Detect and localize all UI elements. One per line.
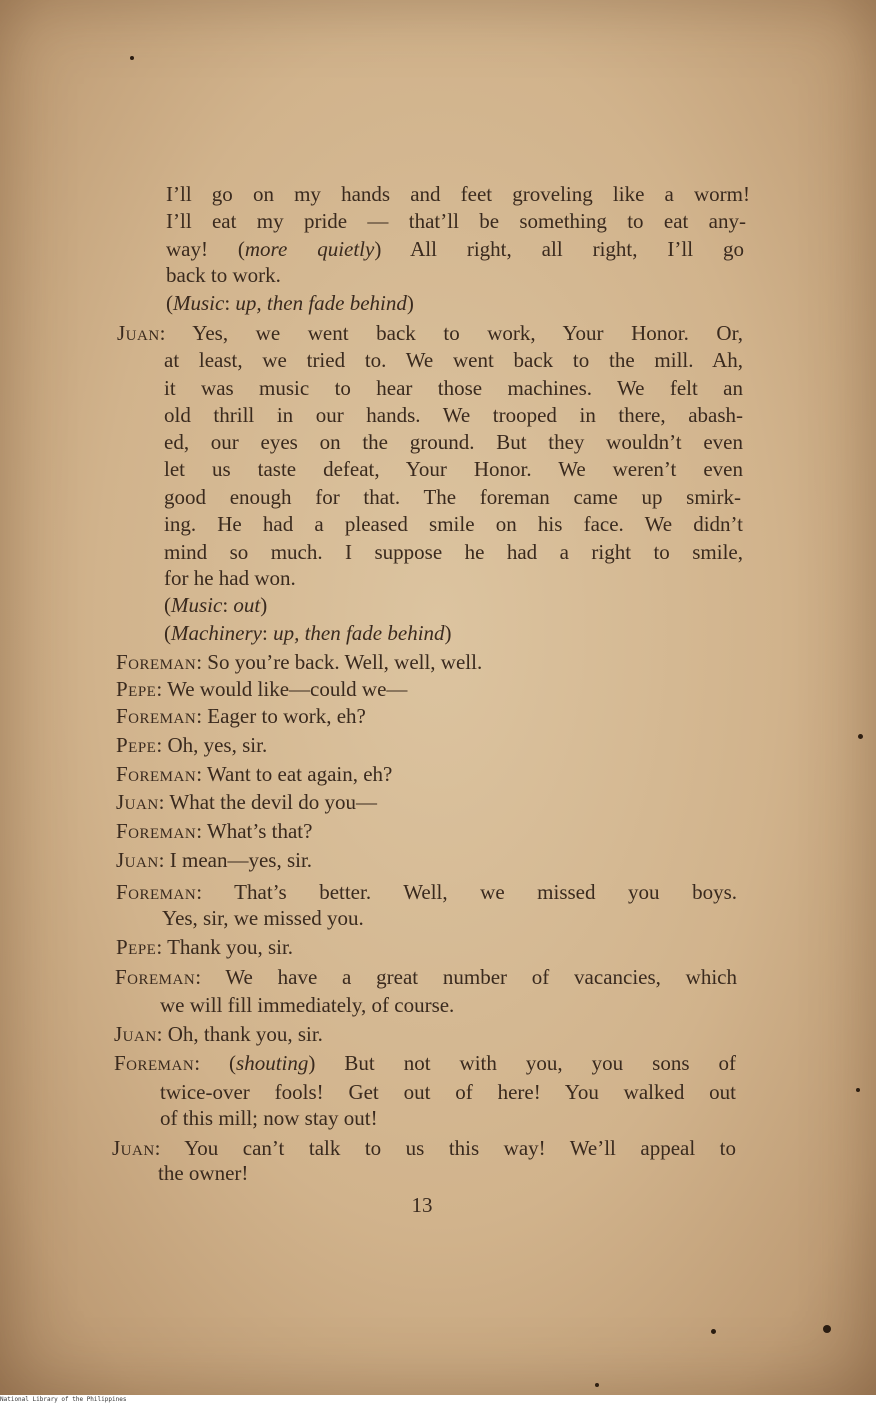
text-run: : Yes, we went back to work, Your Honor. Or,: [159, 321, 743, 345]
text-run: way! (: [166, 237, 245, 261]
text-run: I’ll eat my pride — that’ll be something to eat any-: [166, 209, 746, 233]
speaker-name: Foreman: [116, 880, 197, 904]
text-line: [164, 402, 743, 428]
dialogue-line: [116, 934, 293, 960]
italic-text: out: [233, 593, 261, 617]
text-run: the owner!: [158, 1161, 249, 1185]
text-line: [166, 208, 746, 234]
text-line: [166, 262, 281, 288]
text-line: [160, 1079, 736, 1105]
speaker-name: Pepe: [116, 733, 157, 757]
dialogue-line: [117, 320, 743, 346]
ink-speck: [823, 1325, 831, 1333]
text-run: we will fill immediately, of course.: [160, 993, 455, 1017]
text-line: [166, 181, 750, 207]
dialogue-line: [116, 703, 366, 729]
text-run: ) But not with you, you sons of: [308, 1051, 736, 1075]
speaker-name: Foreman: [116, 650, 197, 674]
text-run: old thrill in our hands. We trooped in there, abash-: [164, 403, 743, 427]
speaker-name: Foreman: [115, 965, 196, 989]
text-line: [158, 1160, 248, 1186]
text-run: (: [166, 291, 173, 315]
ink-speck: [130, 56, 134, 60]
text-run: :: [224, 291, 236, 315]
dialogue-line: [114, 1021, 323, 1047]
text-run: ): [406, 291, 414, 315]
text-line: [166, 236, 744, 262]
speaker-name: Foreman: [116, 704, 197, 728]
text-run: let us taste defeat, Your Honor. We weren’t even: [164, 457, 743, 481]
speaker-name: Pepe: [116, 677, 157, 701]
text-run: ing. He had a pleased smile on his face. We didn’t: [164, 512, 743, 536]
text-line: [164, 565, 296, 591]
dialogue-line: [114, 1050, 736, 1076]
text-run: :: [261, 621, 274, 645]
speaker-name: Juan: [112, 1136, 155, 1160]
text-line: [164, 484, 741, 510]
text-run: twice-over fools! Get out of here! You walked out: [160, 1080, 736, 1104]
text-run: ed, our eyes on the ground. But they wouldn’t even: [164, 430, 743, 454]
text-run: back to work.: [166, 263, 281, 287]
dialogue-line: [116, 761, 392, 787]
footer-credit: National Library of the Philippines: [0, 1396, 127, 1403]
text-run: : What’s that?: [196, 819, 313, 843]
text-line: [164, 347, 743, 373]
ink-speck: [858, 734, 863, 739]
speaker-name: Juan: [117, 321, 160, 345]
text-run: (: [164, 621, 171, 645]
speaker-name: Juan: [114, 1022, 157, 1046]
text-run: it was music to hear those machines. We felt an: [164, 376, 743, 400]
text-line: [164, 429, 743, 455]
text-run: : That’s better. Well, we missed you boys.: [196, 880, 737, 904]
speaker-name: Juan: [116, 848, 159, 872]
dialogue-line: [116, 789, 377, 815]
text-run: ): [260, 593, 268, 617]
italic-text: more quietly: [244, 237, 375, 261]
text-run: : Want to eat again, eh?: [196, 762, 393, 786]
text-run: of this mill; now stay out!: [160, 1106, 378, 1130]
text-run: : We have a great number of vacancies, which: [195, 965, 737, 989]
text-run: Yes, sir, we missed you.: [162, 906, 364, 930]
text-run: I’ll go on my hands and feet groveling like a worm!: [166, 182, 750, 206]
italic-text: Machinery: [171, 621, 262, 645]
text-run: : What the devil do you—: [158, 790, 377, 814]
text-line: [164, 375, 743, 401]
ink-speck: [595, 1383, 599, 1387]
text-run: : You can’t talk to us this way! We’ll appeal to: [154, 1136, 736, 1160]
text-line: [164, 511, 743, 537]
dialogue-line: [116, 732, 267, 758]
speaker-name: Foreman: [114, 1051, 195, 1075]
dialogue-line: [116, 818, 312, 844]
ink-speck: [856, 1088, 860, 1092]
text-run: : So you’re back. Well, well, well.: [196, 650, 483, 674]
text-run: good enough for that. The foreman came up smirk-: [164, 485, 741, 509]
stage-direction: [164, 592, 267, 618]
dialogue-line: [116, 676, 407, 702]
text-line: [160, 992, 454, 1018]
italic-text: Music: [171, 593, 223, 617]
speaker-name: Juan: [116, 790, 159, 814]
text-line: [164, 539, 743, 565]
speaker-name: Foreman: [116, 819, 197, 843]
text-line: [162, 905, 364, 931]
text-run: : We would like—could we—: [156, 677, 408, 701]
speaker-name: Foreman: [116, 762, 197, 786]
dialogue-line: [116, 847, 312, 873]
italic-text: Music: [173, 291, 225, 315]
text-run: : (: [194, 1051, 237, 1075]
dialogue-line: [112, 1135, 736, 1161]
text-run: : Oh, thank you, sir.: [156, 1022, 323, 1046]
text-run: :: [222, 593, 234, 617]
text-run: : I mean—yes, sir.: [158, 848, 313, 872]
stage-direction: [166, 290, 414, 316]
text-run: ): [444, 621, 452, 645]
dialogue-line: [115, 964, 737, 990]
text-run: (: [164, 593, 171, 617]
text-run: at least, we tried to. We went back to the mill. Ah,: [164, 348, 743, 372]
text-run: : Oh, yes, sir.: [156, 733, 268, 757]
italic-text: up, then fade behind: [235, 291, 407, 315]
stage-direction: [164, 620, 452, 646]
italic-text: up, then fade behind: [273, 621, 445, 645]
dialogue-line: [116, 649, 482, 675]
text-line: [164, 456, 743, 482]
text-run: ) All right, all right, I’ll go: [374, 237, 744, 261]
text-run: : Thank you, sir.: [156, 935, 294, 959]
text-run: for he had won.: [164, 566, 296, 590]
ink-speck: [711, 1329, 716, 1334]
speaker-name: Pepe: [116, 935, 157, 959]
page-number: 13: [411, 1193, 433, 1217]
text-run: mind so much. I suppose he had a right to smile,: [164, 540, 743, 564]
text-line: [160, 1105, 378, 1131]
text-run: : Eager to work, eh?: [196, 704, 366, 728]
dialogue-line: [116, 879, 737, 905]
italic-text: shouting: [236, 1051, 309, 1075]
